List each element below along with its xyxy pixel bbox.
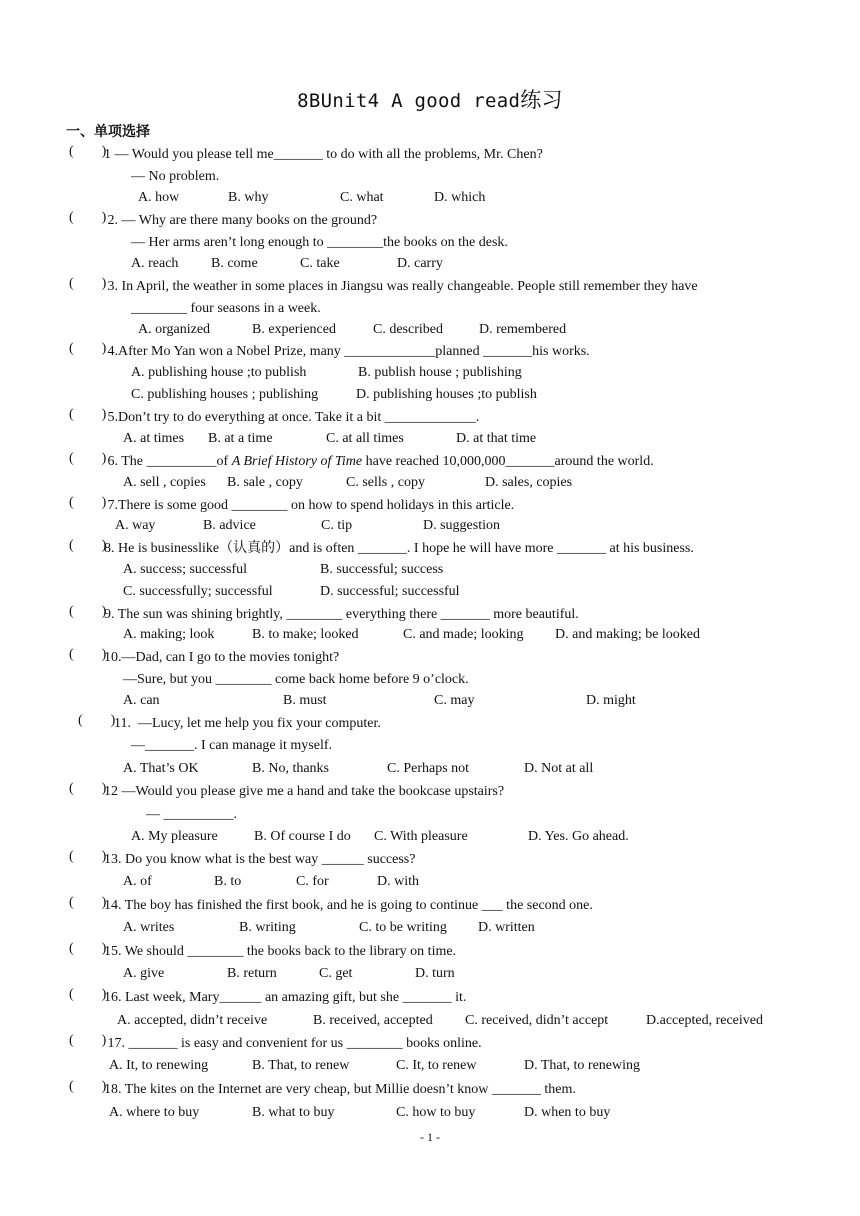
answer-blank: ( ) [69, 210, 107, 225]
answer-option: D. when to buy [524, 1105, 611, 1120]
answer-option: A. way [115, 518, 156, 533]
answer-blank: ( ) [69, 781, 107, 796]
answer-option: D. might [586, 693, 636, 708]
question-extra-line: —Sure, but you ________ come back home before 9 o’clock. [123, 672, 469, 687]
answer-option: B. at a time [208, 431, 273, 446]
answer-option: D. carry [397, 256, 443, 271]
question-stem: 7.There is some good ________ on how to spend holidays in this article. [104, 498, 515, 513]
answer-option: A. My pleasure [131, 829, 218, 844]
answer-option: A. how [138, 190, 180, 205]
answer-option: C. may [434, 693, 475, 708]
answer-option: A. It, to renewing [109, 1058, 209, 1073]
answer-option: B. to [214, 874, 242, 889]
question-stem: 18. The kites on the Internet are very cheap, but Millie doesn’t know _______ them. [104, 1082, 576, 1097]
question-stem: 16. Last week, Mary______ an amazing gift, but she _______ it. [104, 990, 467, 1005]
answer-option: B. received, accepted [313, 1013, 433, 1028]
answer-option: C. tip [321, 518, 353, 533]
answer-option: C. at all times [326, 431, 404, 446]
answer-option: C. get [319, 966, 353, 981]
answer-option: C. sells , copy [346, 475, 425, 490]
answer-blank: ( ) [69, 941, 107, 956]
question-stem: 5.Don’t try to do everything at once. Take it a bit _____________. [104, 410, 480, 425]
question-extra-line: — No problem. [131, 169, 220, 184]
answer-option: D. at that time [456, 431, 537, 446]
answer-option: D. sales, copies [485, 475, 573, 490]
question-stem: 9. The sun was shining brightly, ________ everything there _______ more beautiful. [104, 607, 579, 622]
answer-option: C. how to buy [396, 1105, 476, 1120]
answer-option: D. Not at all [524, 761, 594, 776]
question-extra-line: — __________. [146, 807, 237, 822]
question-stem: 3. In April, the weather in some places in Jiangsu was really changeable. People still remember they have [104, 279, 698, 294]
answer-option: B. return [227, 966, 277, 981]
answer-option: D. turn [415, 966, 455, 981]
answer-option: C. With pleasure [374, 829, 468, 844]
question-stem: 4.After Mo Yan won a Nobel Prize, many _____________planned _______his works. [104, 344, 590, 359]
answer-option: A. making; look [123, 627, 215, 642]
answer-blank: ( ) [69, 341, 107, 356]
page-title [0, 84, 860, 114]
answer-option: D. remembered [479, 322, 567, 337]
answer-option: C. to be writing [359, 920, 447, 935]
answer-option: B. successful; success [320, 562, 444, 577]
answer-option: C. what [340, 190, 384, 205]
answer-option: B. sale , copy [227, 475, 303, 490]
answer-option: C. described [373, 322, 443, 337]
question-stem: 17. _______ is easy and convenient for us ________ books online. [104, 1036, 482, 1051]
question-stem: 1 — Would you please tell me_______ to do with all the problems, Mr. Chen? [104, 147, 543, 162]
answer-blank: ( ) [69, 495, 107, 510]
answer-option: A. publishing house ;to publish [131, 365, 307, 380]
question-stem: 11. —Lucy, let me help you fix your computer. [114, 716, 381, 731]
answer-option: B. come [211, 256, 258, 271]
answer-blank: ( ) [69, 1079, 107, 1094]
answer-option: C. successfully; successful [123, 584, 273, 599]
answer-blank: ( ) [69, 144, 107, 159]
question-extra-line: ________ four seasons in a week. [131, 301, 321, 316]
answer-blank: ( ) [69, 895, 107, 910]
answer-option: B. experienced [252, 322, 336, 337]
answer-option: D. successful; successful [320, 584, 460, 599]
answer-option: A. organized [138, 322, 211, 337]
answer-option: C. received, didn’t accept [465, 1013, 609, 1028]
answer-option: D. suggestion [423, 518, 500, 533]
answer-option: D. That, to renewing [524, 1058, 640, 1073]
answer-option: D.accepted, received [646, 1013, 763, 1028]
answer-blank: ( ) [69, 987, 107, 1002]
question-stem: 8. He is businesslike（认真的）and is often _______. I hope he will have more _______ at his business. [104, 541, 694, 556]
answer-option: C. for [296, 874, 329, 889]
section-heading: 一、单项选择 [66, 124, 150, 140]
answer-option: D. and making; be looked [555, 627, 701, 642]
answer-option: A. writes [123, 920, 175, 935]
answer-option: D. which [434, 190, 486, 205]
question-stem: 13. Do you know what is the best way ______ success? [104, 852, 416, 867]
answer-option: A. accepted, didn’t receive [117, 1013, 268, 1028]
question-stem: 15. We should ________ the books back to the library on time. [104, 944, 457, 959]
question-stem: 10.—Dad, can I go to the movies tonight? [104, 650, 340, 665]
answer-option: B. what to buy [252, 1105, 335, 1120]
answer-blank: ( ) [69, 849, 107, 864]
answer-option: D. with [377, 874, 419, 889]
answer-option: A. That’s OK [123, 761, 199, 776]
answer-option: A. give [123, 966, 165, 981]
answer-blank: ( ) [69, 451, 107, 466]
answer-option: C. It, to renew [396, 1058, 477, 1073]
question-stem: 14. The boy has finished the first book, and he is going to continue ___ the second one. [104, 898, 593, 913]
answer-option: A. can [123, 693, 160, 708]
answer-option: B. No, thanks [252, 761, 329, 776]
answer-option: B. why [228, 190, 269, 205]
question-stem-part: have reached 10,000,000_______around the world. [362, 454, 654, 469]
answer-option: B. Of course I do [254, 829, 351, 844]
title-english: 8BUnit4 A good read [297, 90, 521, 112]
answer-option: B. That, to renew [252, 1058, 350, 1073]
answer-option: B. advice [203, 518, 256, 533]
question-stem: 2. — Why are there many books on the ground? [104, 213, 378, 228]
answer-option: A. of [123, 874, 152, 889]
question-stem-part: 6. The __________of [104, 454, 232, 469]
answer-blank: ( ) [78, 713, 116, 728]
answer-blank: ( ) [69, 1033, 107, 1048]
answer-option: A. sell , copies [123, 475, 206, 490]
answer-blank: ( ) [69, 276, 107, 291]
answer-option: C. publishing houses ; publishing [131, 387, 319, 402]
question-extra-line: —_______. I can manage it myself. [131, 738, 333, 753]
answer-option: C. take [300, 256, 340, 271]
answer-option: D. written [478, 920, 535, 935]
answer-option: A. success; successful [123, 562, 248, 577]
answer-blank: ( ) [69, 647, 107, 662]
question-stem [104, 453, 654, 471]
answer-option: C. and made; looking [403, 627, 524, 642]
answer-option: B. writing [239, 920, 296, 935]
question-stem: 12 —Would you please give me a hand and take the bookcase upstairs? [104, 784, 505, 799]
answer-blank: ( ) [69, 407, 107, 422]
answer-option: B. must [283, 693, 327, 708]
question-extra-line: — Her arms aren’t long enough to ________the books on the desk. [131, 235, 508, 250]
answer-option: A. reach [131, 256, 179, 271]
answer-blank: ( ) [69, 604, 107, 619]
answer-option: D. Yes. Go ahead. [528, 829, 629, 844]
book-title: A Brief History of Time [231, 454, 363, 469]
title-chinese: 练习 [520, 88, 563, 112]
answer-option: B. to make; looked [252, 627, 359, 642]
answer-blank: ( ) [69, 538, 107, 553]
answer-option: A. where to buy [109, 1105, 200, 1120]
answer-option: A. at times [123, 431, 185, 446]
answer-option: B. publish house ; publishing [358, 365, 522, 380]
answer-option: D. publishing houses ;to publish [356, 387, 537, 402]
page-number: - 1 - [420, 1130, 440, 1144]
answer-option: C. Perhaps not [387, 761, 470, 776]
